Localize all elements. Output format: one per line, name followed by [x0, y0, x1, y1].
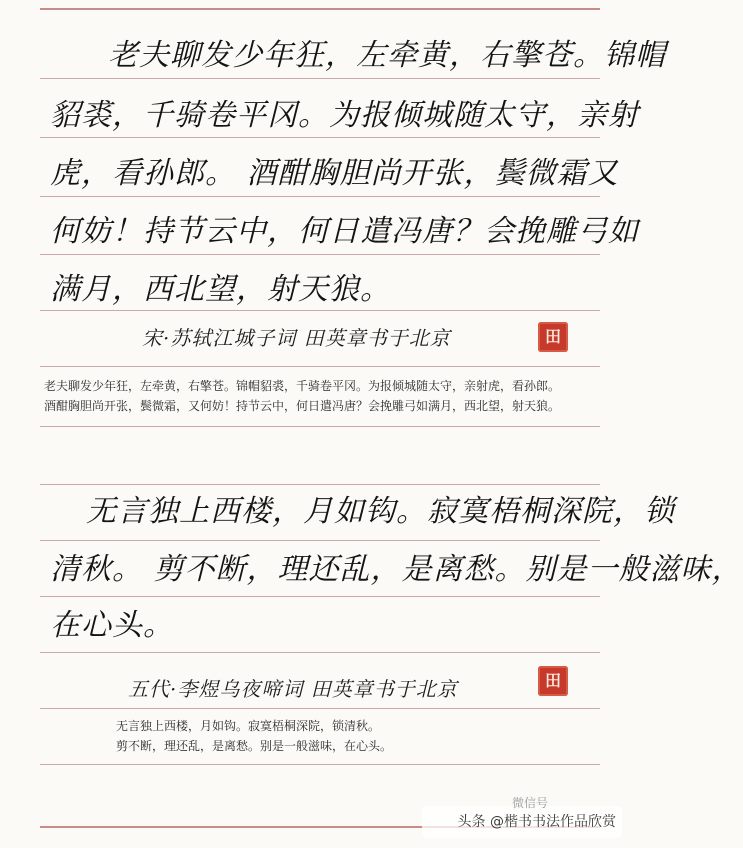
top-border-rule — [40, 8, 600, 10]
ruled-line — [40, 426, 600, 427]
ruled-line — [40, 366, 600, 367]
watermark-secondary: 微信号 — [512, 796, 549, 810]
poem2-line-2: 清秋。 剪不断，理还乱，是离愁。别是一般滋味， — [50, 552, 743, 587]
ruled-line — [40, 708, 600, 709]
poem2-print-line-2: 剪不断，理还乱，是离愁。别是一般滋味，在心头。 — [116, 739, 393, 753]
poem1-line-1: 老夫聊发少年狂，左牵黄，右擎苍。锦帽 — [108, 38, 666, 73]
ruled-line — [40, 596, 600, 597]
ruled-line — [40, 764, 600, 765]
ruled-line — [40, 78, 600, 79]
poem1-line-5: 满月，西北望，射天狼。 — [50, 272, 391, 307]
ruled-line — [40, 652, 600, 653]
poem2-seal-stamp: 田 — [538, 666, 568, 696]
ruled-line — [40, 137, 600, 138]
ruled-line — [40, 310, 600, 311]
poem2-line-1: 无言独上西楼，月如钩。寂寞梧桐深院，锁 — [86, 494, 675, 529]
poem1-line-3: 虎，看孙郎。 酒酣胸胆尚开张，鬓微霜又 — [50, 156, 619, 191]
ruled-line — [40, 196, 600, 197]
poem2-line-3: 在心头。 — [50, 608, 174, 643]
poem1-line-2: 貂裘，千骑卷平冈。为报倾城随太守，亲射 — [50, 98, 639, 133]
ruled-line — [40, 540, 600, 541]
poem1-print-line-2: 酒酣胸胆尚开张，鬓微霜，又何妨！持节云中，何日遣冯唐？会挽雕弓如满月，西北望，射天狼。 — [44, 399, 561, 413]
ruled-line — [40, 254, 600, 255]
poem2-signature: 五代·李煜乌夜啼词 田英章书于北京 — [128, 677, 458, 701]
poem1-seal-stamp: 田 — [538, 322, 568, 352]
poem2-print-line-1: 无言独上西楼，月如钩。寂寞梧桐深院，锁清秋。 — [116, 719, 381, 733]
poem1-print-line-1: 老夫聊发少年狂，左牵黄，右擎苍。锦帽貂裘，千骑卷平冈。为报倾城随太守，亲射虎，看孙郎。 — [44, 379, 561, 393]
ruled-line — [40, 484, 600, 485]
watermark-text: 头条 @楷书书法作品欣赏 — [457, 814, 616, 830]
poem1-signature: 宋·苏轼江城子词 田英章书于北京 — [142, 326, 451, 350]
poem1-line-4: 何妨！持节云中，何日遣冯唐？会挽雕弓如 — [50, 214, 639, 249]
